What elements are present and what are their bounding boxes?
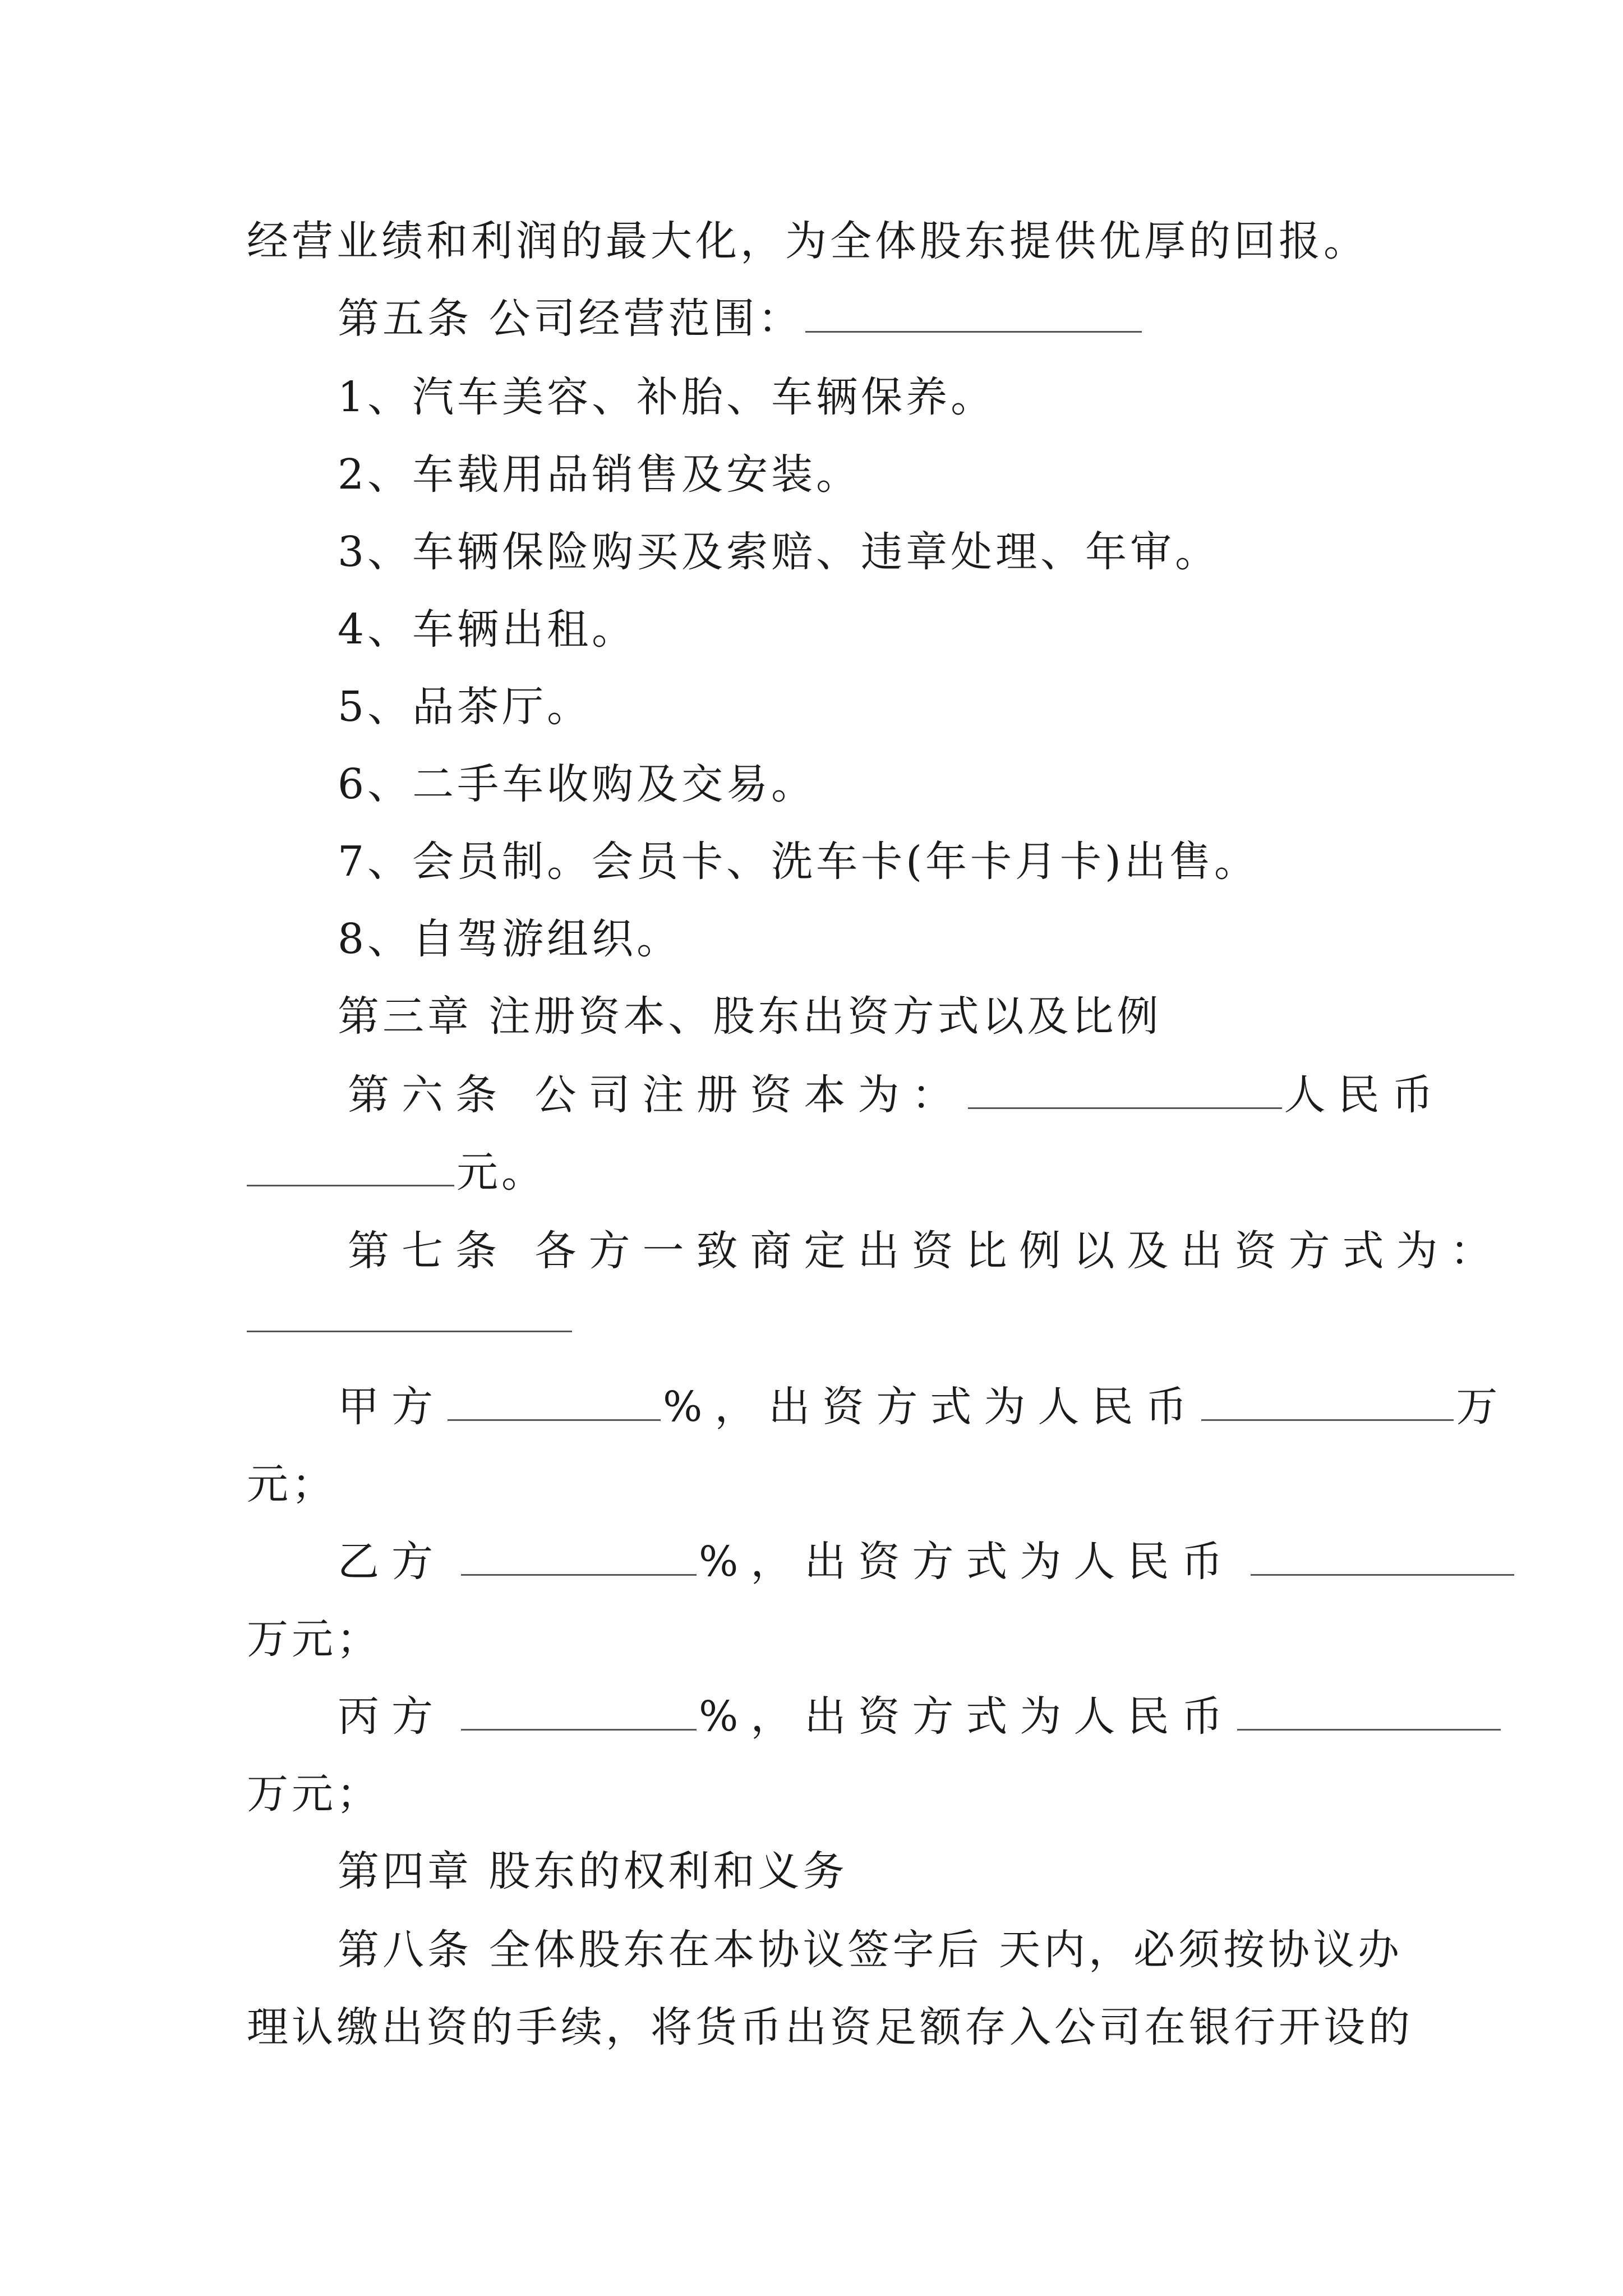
fill-blank[interactable]: [461, 1539, 697, 1576]
text: 丙方: [338, 1692, 445, 1741]
article-6-line: [348, 1067, 1446, 1123]
text: 甲方: [338, 1383, 445, 1431]
text: 3、车辆保险购买及索赔、违章处理、年审。: [338, 528, 1220, 576]
article-7-line: [348, 1223, 1504, 1279]
text: 经营业绩和利润的最大化，为全体股东提供优厚的回报。: [247, 217, 1368, 265]
text: 第三章 注册资本、股东出资方式以及比例: [338, 992, 1162, 1041]
text: 万元；: [247, 1770, 381, 1818]
text: 万元；: [247, 1615, 381, 1663]
text: 6、二手车收购及交易。: [338, 760, 817, 808]
party-a-line: [338, 1379, 1510, 1435]
text: %，出资方式为人民币: [699, 1692, 1235, 1741]
text: 8、自驾游组织。: [338, 915, 682, 963]
list-item: [338, 911, 681, 967]
text: 元；: [247, 1460, 336, 1508]
text: 乙方: [338, 1538, 445, 1586]
text: 第四章 股东的权利和义务: [338, 1847, 848, 1895]
text: %，出资方式为人民币: [699, 1538, 1235, 1586]
text: 第六条 公司注册资本为：: [348, 1071, 966, 1119]
text: 元。: [457, 1148, 546, 1197]
text: 2、车载用品销售及安装。: [338, 450, 861, 499]
fill-blank[interactable]: [461, 1694, 697, 1731]
article-8-line: [338, 1922, 1403, 1978]
text: 7、会员制。会员卡、洗车卡(年卡月卡)出售。: [338, 838, 1259, 886]
text: 4、车辆出租。: [338, 605, 637, 654]
fill-blank[interactable]: [1201, 1384, 1454, 1421]
text: 1、汽车美容、补胎、车辆保养。: [338, 373, 996, 421]
text: 万: [1456, 1383, 1510, 1431]
paragraph-line: [247, 1456, 336, 1512]
party-c-line: [338, 1688, 1503, 1745]
fill-blank[interactable]: [1251, 1539, 1514, 1576]
list-item: [338, 524, 1220, 580]
paragraph-line: [247, 1999, 1413, 2055]
chapter-4-heading: [338, 1843, 848, 1899]
list-item: [338, 447, 861, 503]
paragraph-line: [247, 213, 1368, 269]
fill-blank[interactable]: [805, 296, 1142, 333]
text: %，出资方式为人民币: [663, 1383, 1200, 1431]
fill-blank[interactable]: [247, 1150, 454, 1186]
text: 第八条 全体股东在本协议签字后 天内，必须按协议办: [338, 1926, 1403, 1974]
text: 理认缴出资的手续，将货币出资足额存入公司在银行开设的: [247, 2003, 1413, 2051]
fill-blank[interactable]: [247, 1296, 572, 1332]
list-item: [338, 679, 592, 735]
chapter-3-heading: [338, 988, 1162, 1045]
party-b-line: [338, 1534, 1516, 1590]
paragraph-line: [247, 1611, 381, 1667]
fill-blank[interactable]: [968, 1073, 1282, 1109]
text: 第七条 各方一致商定出资比例以及出资方式为：: [348, 1227, 1504, 1275]
text: 人民币: [1284, 1071, 1446, 1119]
list-item: [338, 369, 995, 425]
list-item: [338, 601, 637, 657]
blank-line: [247, 1290, 574, 1346]
list-item: [338, 834, 1259, 890]
paragraph-line: [247, 1144, 546, 1200]
list-item: [338, 756, 816, 812]
text: 5、品茶厅。: [338, 683, 592, 731]
fill-blank[interactable]: [448, 1384, 661, 1421]
text: 第五条 公司经营范围：: [338, 295, 803, 343]
fill-blank[interactable]: [1237, 1694, 1501, 1731]
paragraph-line: [247, 1766, 381, 1822]
article-5-heading: [338, 291, 1144, 347]
